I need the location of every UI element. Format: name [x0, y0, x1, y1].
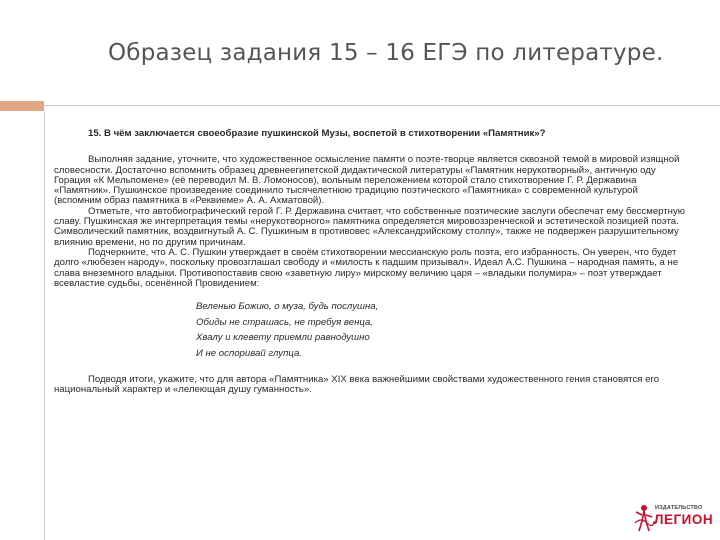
paragraph-1: Выполняя задание, уточните, что художественное осмысление памяти о поэте-творце является сквозной темой в мировой изящной словесности. Достаточно вспомнить образец древнеегипетской дидактической литературы «Памятник нерукотворный», античную оду Горация «К Мельпомене» (её переводил М. В. Ломоносов), вольным переложением которой стало стихотворение Г. Р. Державина «Памятник». Пушкинское произведение соединило тысячелетнюю традицию поэтического «Памятника» с современной культурой (вспомним образ памятника в «Реквиеме» А. А. Ахматовой). — [54, 154, 680, 207]
poem-line: Хвалу и клевету приемли равнодушно — [196, 332, 370, 344]
publisher-logo — [633, 503, 713, 533]
poem-line: И не оспоривай глупца. — [196, 347, 302, 359]
vertical-divider — [44, 111, 45, 540]
horizontal-divider — [44, 105, 720, 106]
logo-caption: ИЗДАТЕЛЬСТВО — [655, 505, 703, 511]
paragraph-2: Отметьте, что автобиографический герой Г. Р. Державина считает, что собственные поэтические заслуги обеспечат ему бессмертную славу. Пушкинская же интерпретация темы «нерукотворного» памятника определяется мировоззренческой и эстетической позицией поэта. Символический памятник, воздвигнутый А. С. Пушкиным в противовес «Александрийскому столпу», также не подвержен разрушительному влиянию времени, но по другим причинам. — [54, 205, 685, 248]
slide-title: Образец задания 15 – 16 ЕГЭ по литературе. — [108, 40, 664, 66]
accent-bar — [0, 101, 44, 111]
document-body — [54, 129, 686, 396]
figure-with-ribbon-icon — [633, 503, 655, 533]
poem-line: Обиды не страшась, не требуя венца, — [196, 316, 373, 328]
logo-name: ЛЕГИОН — [654, 512, 714, 527]
conclusion-paragraph: Подводя итоги, укажите, что для автора «Памятника» XIX века важнейшими свойствами художественного гения становятся его национальный характер и «лелеющая душу гуманность». — [54, 374, 660, 396]
poem-line: Веленью Божию, о муза, будь послушна, — [196, 301, 379, 313]
poem-quote — [196, 299, 686, 361]
paragraph-3: Подчеркните, что А. С. Пушкин утверждает в своём стихотворении мессианскую роль поэта, его избранность. Он уверен, что будет долго «любезен народу», поскольку провозглашал свободу и «милость к падшим призывал». Идеал А.С. Пушкина – народная память, а не слава внеземного владыки. Противопоставив свою «заветную лиру» мирскому величию царя – «владыки полумира» – поэт утверждает всевластие судьбы, осенённой Провидением: — [54, 246, 679, 289]
question-heading: 15. В чём заключается своеобразие пушкинской Музы, воспетой в стихотворении «Памятник»? — [88, 128, 546, 139]
